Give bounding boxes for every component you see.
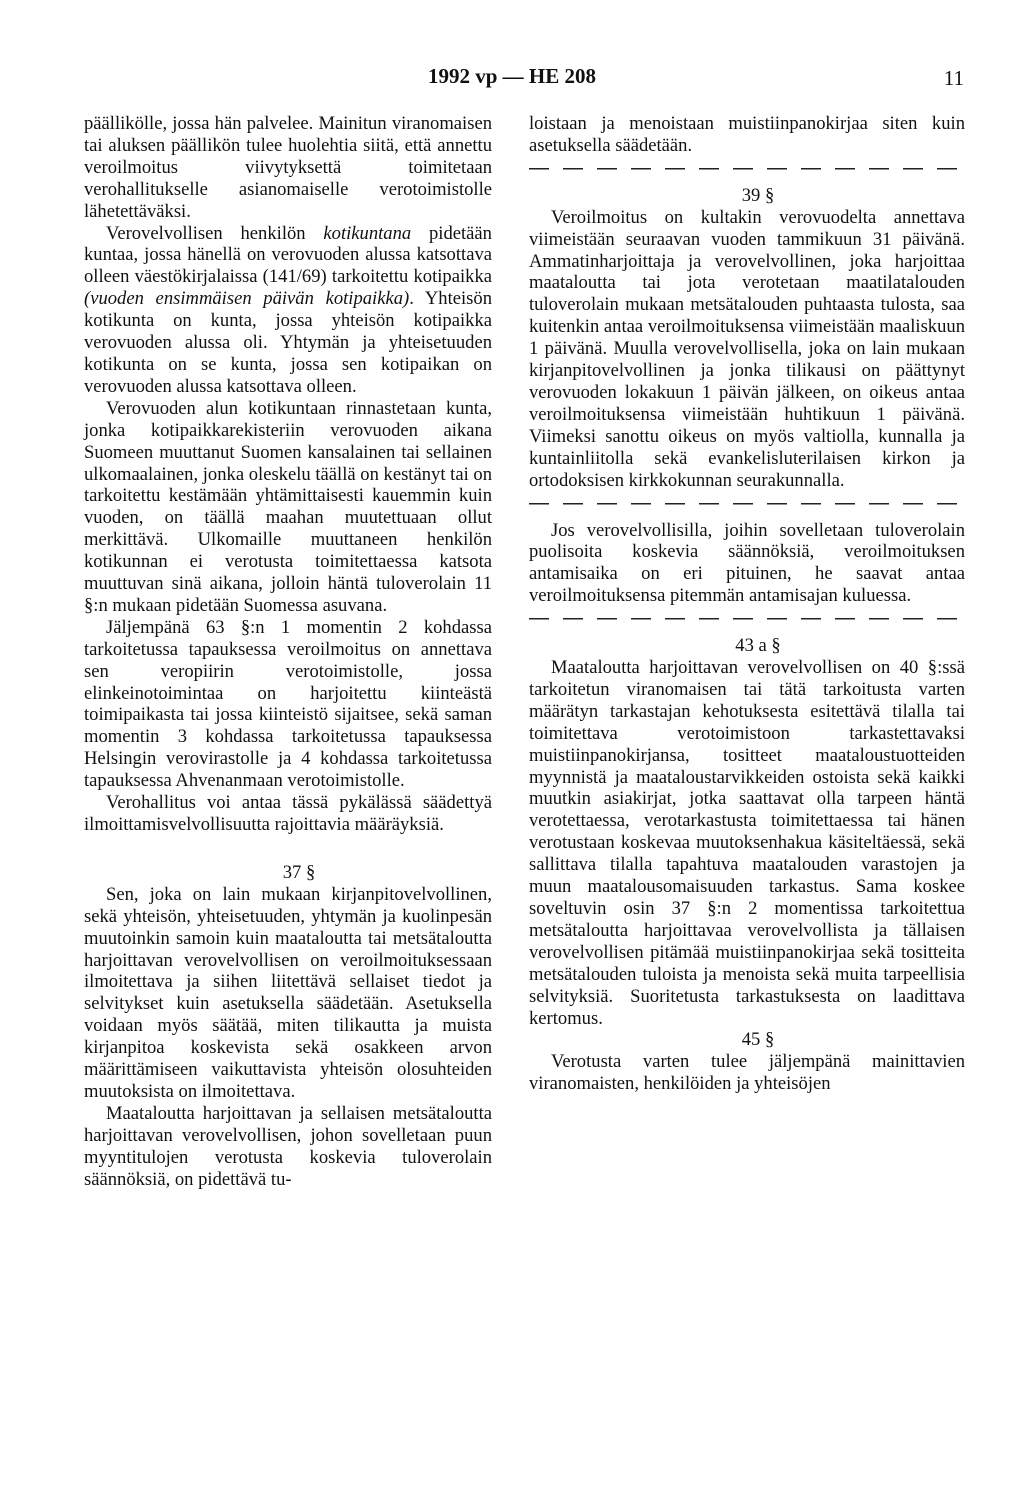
paragraph: Sen, joka on lain mukaan kirjanpitovelvollinen, sekä yhteisön, yhteisetuuden, yhtymän ja kuolinpesän muutoinkin samoin kuin maataloutta tai metsätaloutta harjoittavan verovelvollisen on veroilmoituksessaan ilmoitettava ja siihen liitettävä sellaiset tiedot ja selvitykset kuin asetuksella säädetään. Asetuksella voidaan myös säätää, miten tilikautta ja muista kirjanpitoa koskevista sekä osakkeen arvon määrittämiseen vaikuttavista yhteisön olosuhteiden muutoksista on ilmoitettava.: [84, 883, 492, 1102]
paragraph: Verohallitus voi antaa tässä pykälässä säädettyä ilmoittamisvelvollisuutta rajoittavia määräyksiä.: [84, 792, 492, 835]
paragraph: Maataloutta harjoittavan ja sellaisen metsätaloutta harjoittavan verovelvollisen, johon sovelletaan puun myyntitulojen verotusta koskevia tuloverolain säännöksiä, on pidettävä tu-: [84, 1102, 492, 1190]
paragraph: Jäljempänä 63 §:n 1 momentin 2 kohdassa tarkoitetussa tapauksessa veroilmoitus on annettava sen veropiirin verotoimistolle, jossa elinkeinotoimintaa on harjoitettu kiinteästä toimipaikasta tai jossa kiinteistö sijaitsee, sekä saman momentin 3 kohdassa tarkoitetussa tapauksessa Helsingin verovirastolle ja 4 kohdassa tarkoitetussa tapauksessa Ahvenanmaan verotoimistolle.: [84, 616, 492, 792]
section-heading-37: 37 §: [282, 861, 316, 883]
omission-dashes: [529, 613, 965, 625]
emphasis-text: (vuoden ensimmäisen päivän kotipaikka): [84, 288, 410, 310]
text-run: Verovelvollisen henkilön: [106, 222, 324, 244]
paragraph: loistaan ja menoistaan muistiinpanokirjaa siten kuin asetuksella säädetään.: [529, 113, 965, 156]
page-number: 11: [943, 66, 964, 90]
section-heading-45: 45 §: [741, 1029, 775, 1051]
paragraph: Jos verovelvollisilla, joihin sovelletaan tuloverolain puolisoita koskevia säännöksiä, veroilmoituksen antamisaika on eri pituinen, he saavat antaa veroilmoituksensa pitemmän antamisajan kuluessa.: [529, 519, 965, 607]
emphasis-text: kotikuntana: [323, 222, 412, 244]
omission-dashes: [529, 163, 965, 175]
right-column: [529, 113, 965, 1095]
paragraph: Verotusta varten tulee jäljempänä mainittavien viranomaisten, henkilöiden ja yhteisöjen: [529, 1051, 965, 1095]
document-title: 1992 vp — HE 208: [427, 64, 597, 88]
section-heading-39: 39 §: [741, 184, 775, 206]
paragraph: Maataloutta harjoittavan verovelvollisen on 40 §:ssä tarkoitetun viranomaisen tai tätä tarkoitusta varten määrätyn tarkastajan kehotuksesta esitettävä tilalla tai toimitettava verotoimistoon tarkastettavaksi muistiinpanokirjansa, tositteet maataloustuotteiden myynnistä ja maataloustarvikkeiden ostoista sekä kaikki muutkin asiakirjat, jotka saattavat olla tarpeen häntä verotettaessa, verotarkastusta toimitettaessa tai hänen verotustaan koskevaa muutoksenhakua käsiteltäessä, sekä sallittava tilalla tapahtuva maatalouden varastojen ja muun maatalousomaisuuden tarkastus. Sama koskee soveltuvin osin 37 §:n 2 momentissa tarkoitettua metsätaloutta harjoittavaa verovelvollista ja tällaisen verovelvollisen pitämää muistiinpanokirjaa sekä tositteita metsätalouden tuloista ja menoista sekä muita tarpeellisia selvityksiä. Suoritetusta tarkastuksesta on laadittava kertomus.: [529, 657, 965, 1029]
section-heading-43a: 43 a §: [735, 635, 781, 657]
paragraph: päällikölle, jossa hän palvelee. Mainitun viranomaisen tai aluksen päällikön tulee huolehtia siitä, että annettu veroilmoitus viivytyksettä toimitetaan verohallitukselle asianomaiselle verotoimistolle lähetettäväksi.: [84, 113, 492, 222]
paragraph: Verovuoden alun kotikuntaan rinnastetaan kunta, jonka kotipaikkarekisteriin verovuoden aikana Suomeen muuttanut Suomen kansalainen tai sellainen ulkomaalainen, jonka oleskelu täällä on kestänyt tai on tarkoitettu kestämään yhtämittaisesti kauemmin kuin vuoden, on täällä maahan muutettuaan ollut merkittävä. Ulkomaille muuttaneen henkilön kotikunnan ei verotusta toimitettaessa katsota muuttuvan sinä aikana, jolloin häntä tuloverolain 11 §:n mukaan pidetään Suomessa asuvana.: [84, 397, 492, 616]
page-header: [0, 64, 1024, 94]
omission-dashes: [529, 498, 965, 510]
text-run: . Yhteisön kotikunta on kunta, jossa yhteisön kotipaikka verovuoden alussa oli. Yhtymän ja yhteisetuuden kotikunta on se kunta, jossa sen kotipaikan on verovuoden alussa katsottava olleen.: [84, 288, 492, 397]
left-column: [84, 113, 492, 1191]
paragraph: Veroilmoitus on kultakin verovuodelta annettava viimeistään seuraavan vuoden tammikuun 31 päivänä. Ammatinharjoittaja ja verovelvollinen, joka harjoittaa maataloutta tai jota verotetaan maatilatalouden tuloverolain mukaan metsätalouden puhtaasta tulosta, saa kuitenkin antaa veroilmoituksensa viimeistään maaliskuun 1 päivänä. Muulla verovelvollisella, joka on lain mukaan kirjanpitovelvollinen ja jonka tilikausi on päättynyt verovuoden lokakuun 1 päivän jälkeen, on oikeus antaa veroilmoituksensa viimeistään huhtikuun 1 päivänä. Viimeksi sanottu oikeus on myös valtiolla, kunnalla ja kuntainliitolla sekä evankelisluterilaisen kirkon ja ortodoksisen kirkkokunnan seurakunnalla.: [529, 206, 965, 491]
text-run: pidetään kuntaa, jossa hänellä on verovuoden alussa katsottava olleen väestökirjalaissa (141/69) tarkoitettu kotipaikka: [84, 222, 492, 288]
paragraph: [84, 223, 492, 398]
